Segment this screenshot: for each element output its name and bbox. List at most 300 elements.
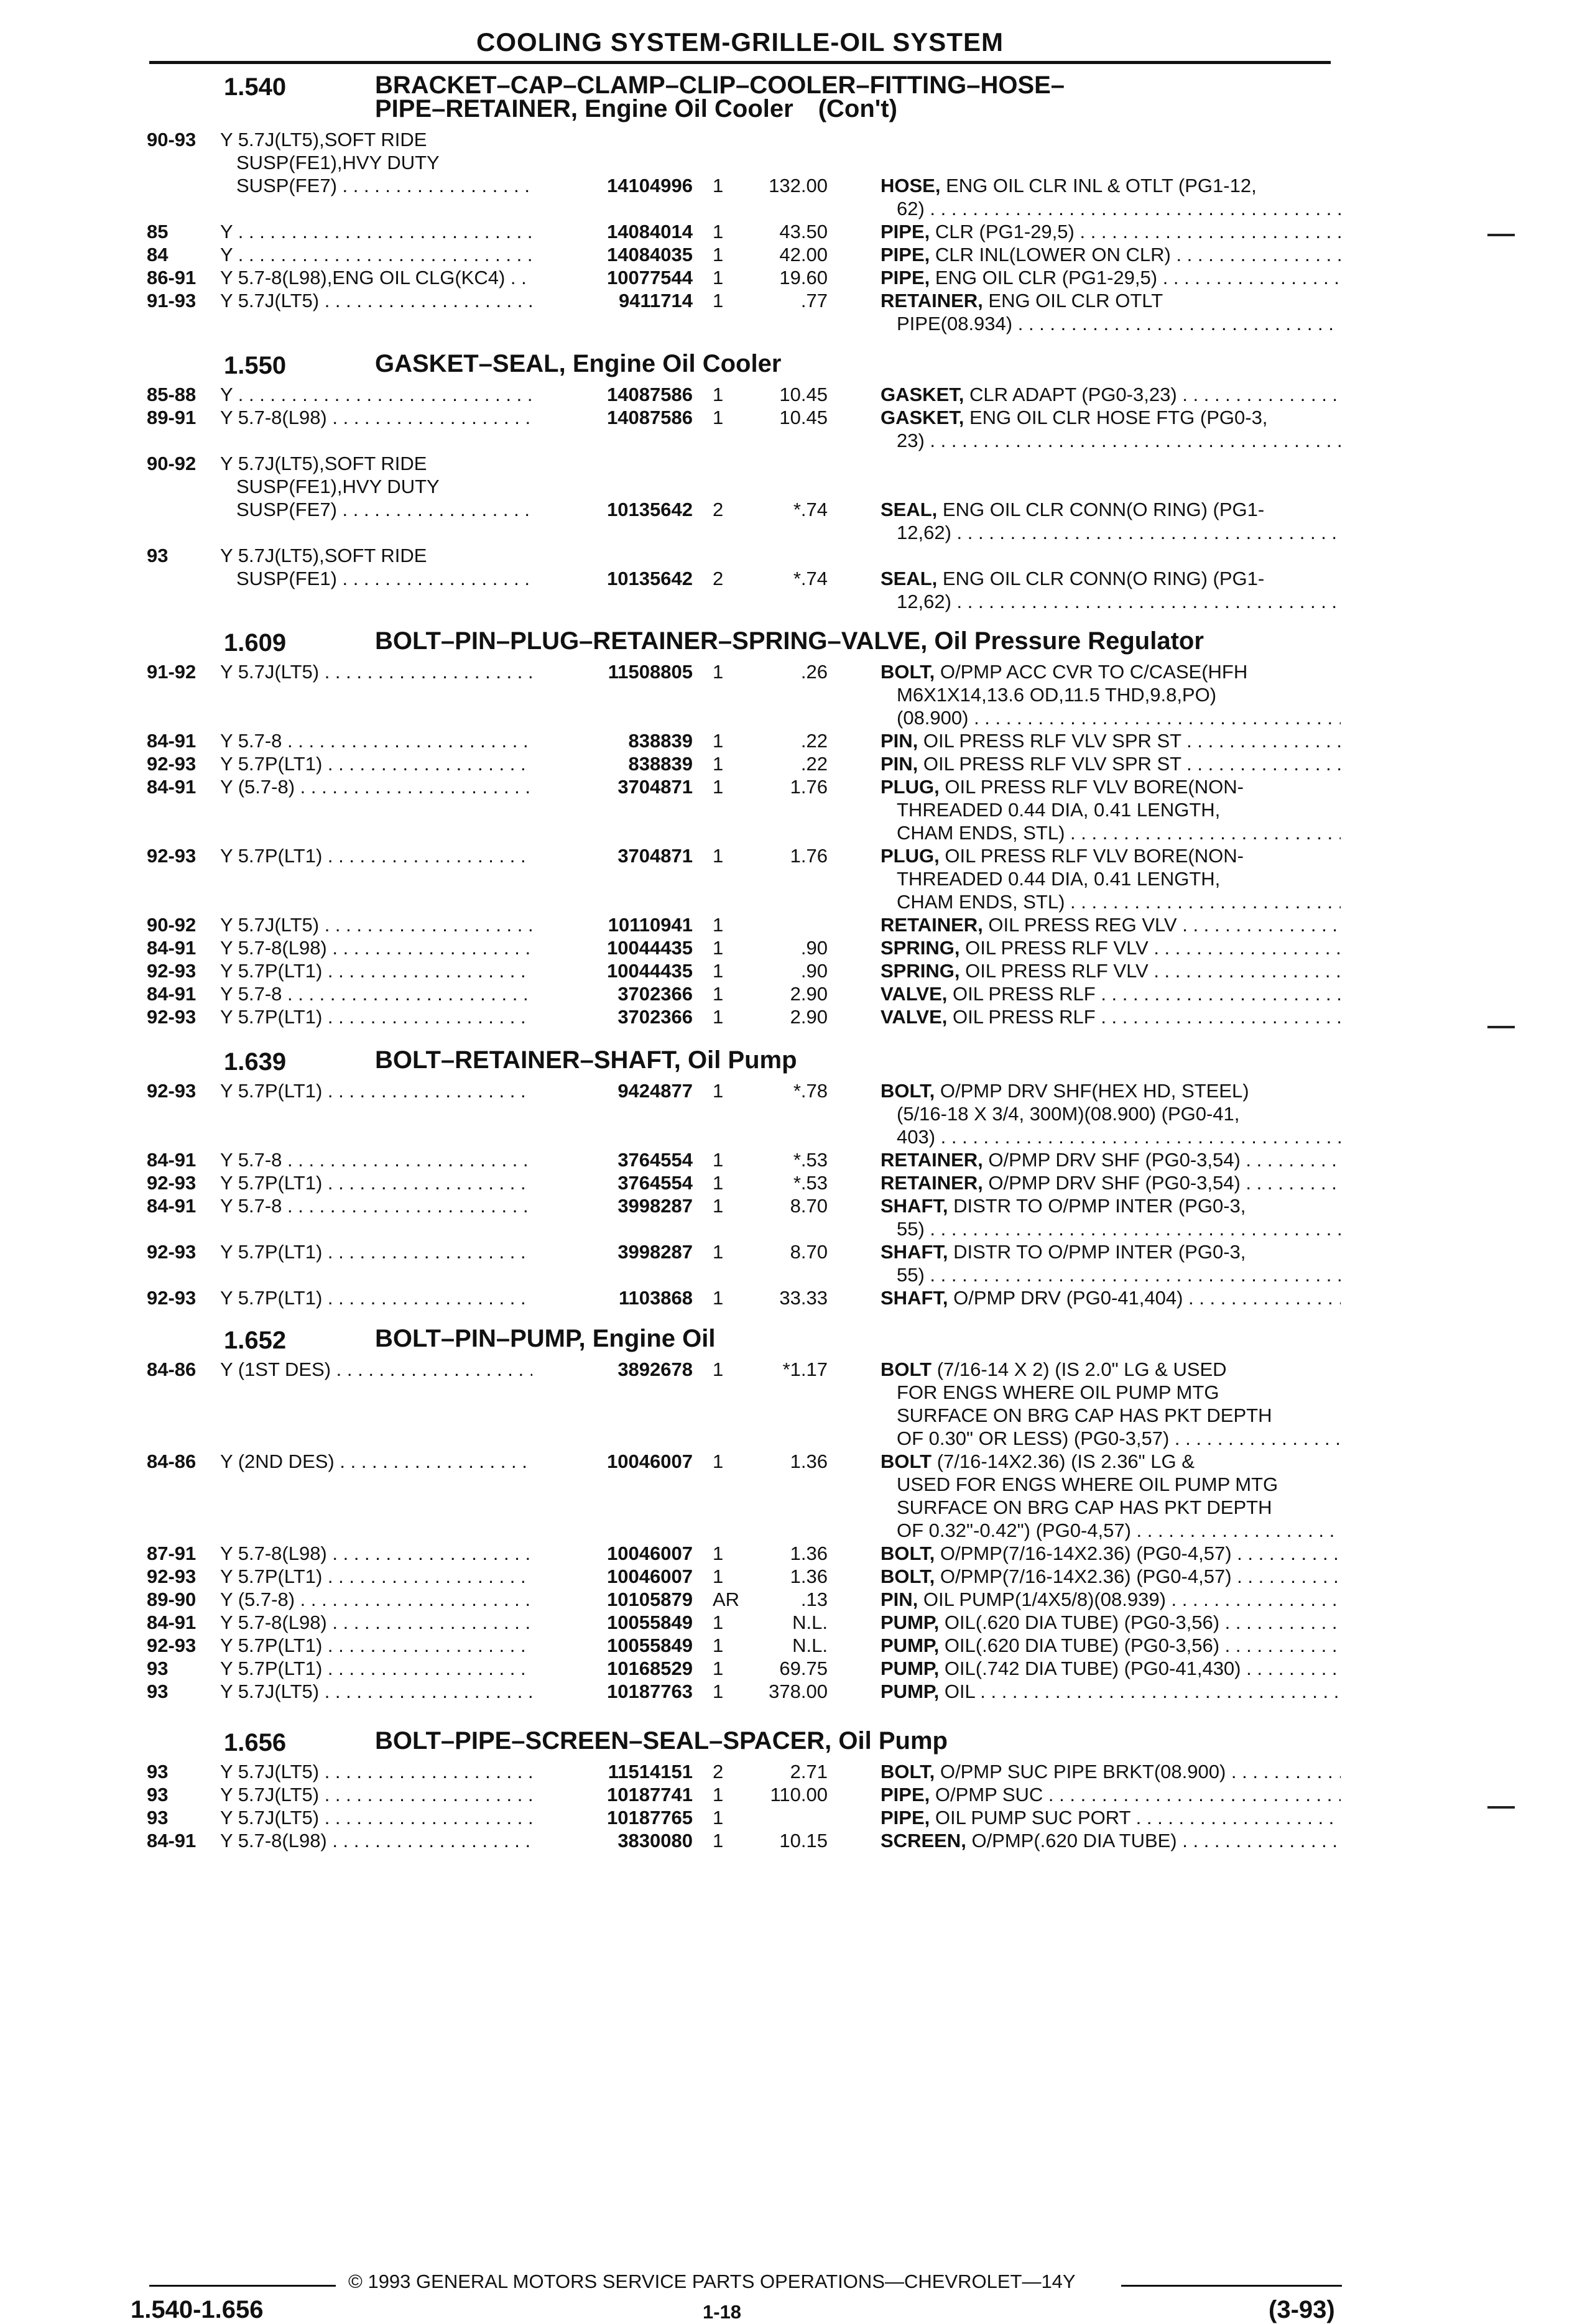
description-line [881, 1634, 1341, 1657]
section-number: 1.652 [224, 1327, 287, 1354]
quantity: 1 [713, 1006, 724, 1028]
part-row [147, 660, 1341, 729]
description-text: DISTR TO O/PMP INTER (PG0-3, [953, 1195, 1246, 1217]
description-line [881, 1783, 1341, 1806]
model-years: 84-91 [147, 1612, 196, 1633]
model-line: Y 5.7P(LT1) . . . [220, 844, 618, 867]
quantity: 1 [713, 1241, 724, 1263]
quantity: 1 [713, 267, 724, 288]
description-line [881, 1194, 1341, 1217]
description-keyword: PIPE, [881, 221, 930, 242]
description-line [881, 1680, 1341, 1703]
page-title: COOLING SYSTEM-GRILLE-OIL SYSTEM [476, 27, 1004, 57]
model-line: Y . . . [220, 220, 618, 243]
model-years: 84-91 [147, 1149, 196, 1171]
description-line [881, 798, 1341, 821]
description-line [881, 1263, 1341, 1286]
section-title-text: GASKET–SEAL, Engine Oil Cooler [375, 350, 782, 377]
description-text: ENG OIL CLR HOSE FTG (PG0-3, [969, 407, 1268, 428]
parts-rows [147, 1079, 1341, 1309]
part-number: 10187763 [532, 1680, 693, 1703]
model-line: SUSP(FE7) . . . [220, 498, 618, 521]
model-line: Y 5.7P(LT1) . . . [220, 1657, 618, 1680]
part-description [881, 498, 1341, 544]
model-line: SUSP(FE1) . . . [220, 567, 618, 590]
model-years: 92-93 [147, 1080, 196, 1102]
part-row [147, 1542, 1341, 1565]
model-line: Y 5.7J(LT5) . . . [220, 289, 618, 312]
model-line: Y 5.7J(LT5) . . . [220, 1680, 618, 1703]
part-description [881, 1358, 1341, 1450]
description-text: O/PMP SUC [935, 1784, 1043, 1805]
part-description [881, 1588, 1341, 1611]
part-description [881, 383, 1341, 406]
part-row [147, 1760, 1341, 1783]
model-years: 84-91 [147, 1830, 196, 1851]
section-title [375, 73, 1065, 121]
quantity: 1 [713, 1635, 724, 1656]
model-line: Y 5.7-8(L98) . . . [220, 406, 618, 429]
description-keyword: PIPE, [881, 1807, 930, 1828]
description-line [881, 429, 1341, 452]
description-keyword: SHAFT, [881, 1195, 948, 1217]
description-text: O/PMP DRV SHF (PG0-3,54) [988, 1172, 1241, 1194]
unit-price: 19.60 [779, 267, 828, 288]
model-years: 84-91 [147, 1195, 196, 1217]
quantity: 1 [713, 753, 724, 775]
margin-mark [1487, 1806, 1515, 1809]
model-line: Y 5.7J(LT5),SOFT RIDE [220, 545, 427, 566]
part-row [147, 1565, 1341, 1588]
description-text: THREADED 0.44 DIA, 0.41 LENGTH, [897, 868, 1221, 890]
part-number: 10046007 [532, 1542, 693, 1565]
part-row [147, 1829, 1341, 1852]
parts-rows [147, 383, 1341, 613]
part-row [147, 289, 1341, 335]
description-text: O/PMP(7/16-14X2.36) (PG0-4,57) [940, 1542, 1232, 1564]
description-text: CLR INL(LOWER ON CLR) [935, 244, 1171, 265]
section-title-text: BOLT–PIPE–SCREEN–SEAL–SPACER, Oil Pump [375, 1727, 948, 1755]
description-line [881, 289, 1341, 312]
model-line: Y 5.7-8(L98) . . . [220, 1542, 618, 1565]
quantity: 1 [713, 1358, 724, 1380]
description-text: 23) [897, 430, 925, 451]
unit-price: 378.00 [769, 1681, 828, 1702]
quantity: 1 [713, 1830, 724, 1851]
part-row [147, 220, 1341, 243]
part-row [147, 959, 1341, 982]
part-row [147, 1005, 1341, 1028]
part-number: 10135642 [532, 498, 693, 521]
quantity: 1 [713, 1195, 724, 1217]
model-years: 90-92 [147, 914, 196, 936]
quantity: 1 [713, 1080, 724, 1102]
model-years: 92-93 [147, 960, 196, 982]
description-line [881, 660, 1341, 683]
description-keyword: PLUG, [881, 776, 940, 798]
description-keyword: HOSE, [881, 175, 941, 196]
unit-price: 110.00 [770, 1784, 828, 1805]
description-line [881, 982, 1341, 1005]
unit-price: 1.36 [790, 1542, 828, 1564]
model-line: Y (1ST DES) . . . [220, 1358, 618, 1381]
part-description [881, 1829, 1341, 1852]
section-number: 1.639 [224, 1048, 287, 1076]
description-text: OIL [944, 1681, 975, 1702]
unit-price: .22 [800, 753, 828, 775]
part-row [147, 1588, 1341, 1611]
description-text: ENG OIL CLR (PG1-29,5) [935, 267, 1158, 288]
footer-copyright: © 1993 GENERAL MOTORS SERVICE PARTS OPERATIONS—CHEVROLET—14Y [348, 2271, 1076, 2292]
description-keyword: SHAFT, [881, 1287, 948, 1309]
unit-price: *.53 [793, 1149, 828, 1171]
description-keyword: SCREEN, [881, 1830, 966, 1851]
quantity: 1 [713, 290, 724, 311]
description-keyword: SPRING, [881, 960, 960, 982]
catalog-section [147, 1048, 1341, 1309]
description-line [881, 1450, 1341, 1473]
description-line [881, 1760, 1341, 1783]
unit-price: 2.90 [790, 983, 828, 1005]
description-line [881, 1148, 1341, 1171]
parts-rows [147, 128, 1341, 335]
description-text: O/PMP DRV SHF (PG0-3,54) [988, 1149, 1241, 1171]
unit-price: .13 [800, 1589, 828, 1610]
description-line [881, 406, 1341, 429]
description-keyword: PIPE, [881, 267, 930, 288]
part-description [881, 1680, 1341, 1703]
part-description [881, 1542, 1341, 1565]
part-description [881, 1760, 1341, 1783]
description-keyword: VALVE, [881, 983, 948, 1005]
model-years: 93 [147, 1807, 169, 1828]
model-years: 93 [147, 1681, 169, 1702]
catalog-section [147, 1729, 1341, 1852]
part-description [881, 1079, 1341, 1148]
unit-price: 2.90 [790, 1006, 828, 1028]
description-text: 403) [897, 1126, 936, 1148]
part-row [147, 844, 1341, 913]
part-row [147, 1286, 1341, 1309]
parts-rows [147, 660, 1341, 1028]
description-text: 62) [897, 198, 925, 219]
part-number: 14084014 [532, 220, 693, 243]
unit-price: 1.76 [790, 845, 828, 867]
description-keyword: BOLT, [881, 1080, 935, 1102]
part-row [147, 1611, 1341, 1634]
model-years: 90-92 [147, 453, 196, 474]
description-text: FOR ENGS WHERE OIL PUMP MTG [897, 1381, 1219, 1403]
model-years: 86-91 [147, 267, 196, 288]
part-number: 3998287 [532, 1240, 693, 1263]
description-text: OIL PRESS RLF [953, 1006, 1096, 1028]
part-number: 3704871 [532, 844, 693, 867]
part-number: 10044435 [532, 936, 693, 959]
part-row [147, 982, 1341, 1005]
quantity: 1 [713, 407, 724, 428]
model-line: Y 5.7J(LT5),SOFT RIDE [220, 453, 427, 474]
model-years: 84-91 [147, 983, 196, 1005]
part-number: 3702366 [532, 1005, 693, 1028]
catalog-section [147, 629, 1341, 1028]
description-text: OIL PRESS RLF VLV SPR ST [923, 730, 1181, 752]
description-keyword: BOLT, [881, 661, 935, 683]
description-text: ENG OIL CLR CONN(O RING) (PG1- [942, 499, 1265, 520]
section-number: 1.609 [224, 629, 287, 657]
description-keyword: PIPE, [881, 1784, 930, 1805]
description-text: O/PMP DRV SHF(HEX HD, STEEL) [940, 1080, 1249, 1102]
model-years: 92-93 [147, 1172, 196, 1194]
unit-price: 33.33 [779, 1287, 828, 1309]
section-heading [147, 1729, 1341, 1754]
unit-price: *.53 [793, 1172, 828, 1194]
part-number: 3764554 [532, 1148, 693, 1171]
part-number: 10187741 [532, 1783, 693, 1806]
description-keyword: SHAFT, [881, 1241, 948, 1263]
part-number: 10105879 [532, 1588, 693, 1611]
description-line [881, 1829, 1341, 1852]
description-keyword: SPRING, [881, 937, 960, 959]
quantity: 2 [713, 568, 724, 589]
model-years: 92-93 [147, 753, 196, 775]
part-number: 1103868 [532, 1286, 693, 1309]
part-row [147, 128, 1341, 220]
description-text: 55) [897, 1218, 925, 1240]
part-description [881, 266, 1341, 289]
section-title [375, 1048, 797, 1072]
description-keyword: BOLT [881, 1358, 932, 1380]
part-number: 14104996 [532, 174, 693, 197]
part-description [881, 1657, 1341, 1680]
unit-price: *.74 [793, 499, 828, 520]
description-line [881, 752, 1341, 775]
description-line [881, 590, 1341, 613]
description-line [881, 383, 1341, 406]
description-text: CLR ADAPT (PG0-3,23) [969, 384, 1177, 405]
section-title-text: BOLT–RETAINER–SHAFT, Oil Pump [375, 1046, 797, 1074]
model-years: 84-91 [147, 937, 196, 959]
part-row [147, 1657, 1341, 1680]
model-line: Y 5.7P(LT1) . . . [220, 1634, 618, 1657]
model-line: Y 5.7P(LT1) . . . [220, 1171, 618, 1194]
description-line [881, 844, 1341, 867]
quantity: 1 [713, 244, 724, 265]
unit-price: .77 [800, 290, 828, 311]
description-text: ENG OIL CLR CONN(O RING) (PG1- [942, 568, 1265, 589]
description-text: OIL PRESS RLF VLV SPR ST [923, 753, 1181, 775]
catalog-section [147, 352, 1341, 613]
section-heading [147, 352, 1341, 377]
quantity: 1 [713, 1612, 724, 1633]
part-description [881, 406, 1341, 452]
quantity: 1 [713, 937, 724, 959]
description-text: O/PMP(.620 DIA TUBE) [971, 1830, 1177, 1851]
unit-price: 43.50 [779, 221, 828, 242]
model-line: Y 5.7-8(L98) . . . [220, 936, 618, 959]
model-years: 85 [147, 221, 169, 242]
part-number: 10187765 [532, 1806, 693, 1829]
part-row [147, 1079, 1341, 1148]
part-number: 3764554 [532, 1171, 693, 1194]
unit-price: *.78 [793, 1080, 828, 1102]
quantity: 1 [713, 1681, 724, 1702]
part-description [881, 844, 1341, 913]
description-line [881, 197, 1341, 220]
model-years: 92-93 [147, 1006, 196, 1028]
part-number: 10044435 [532, 959, 693, 982]
model-line: Y 5.7P(LT1) . . . [220, 959, 618, 982]
description-line [881, 266, 1341, 289]
quantity: 1 [713, 1542, 724, 1564]
description-text: (7/16-14 X 2) (IS 2.0" LG & USED [936, 1358, 1227, 1380]
quantity: 1 [713, 175, 724, 196]
model-line: Y 5.7J(LT5) . . . [220, 1806, 618, 1829]
description-text: OIL PRESS RLF VLV [965, 960, 1149, 982]
part-row [147, 752, 1341, 775]
model-line: Y 5.7-8 . . . [220, 982, 618, 1005]
part-description [881, 567, 1341, 613]
part-row [147, 406, 1341, 452]
model-line: Y 5.7-8 . . . [220, 1194, 618, 1217]
part-description [881, 220, 1341, 243]
description-keyword: PUMP, [881, 1635, 940, 1656]
quantity: AR [713, 1589, 740, 1610]
section-title-text: BOLT–PIN–PUMP, Engine Oil [375, 1325, 716, 1352]
model-line: Y 5.7-8(L98),ENG OIL CLG(KC4) . . . [220, 266, 618, 289]
part-description [881, 174, 1341, 220]
model-line: Y 5.7P(LT1) . . . [220, 1565, 618, 1588]
model-line: Y 5.7J(LT5) . . . [220, 660, 618, 683]
section-title-text: BOLT–PIN–PLUG–RETAINER–SPRING–VALVE, Oil Pressure Regulator [375, 627, 1204, 655]
description-line [881, 243, 1341, 266]
description-keyword: PUMP, [881, 1658, 940, 1679]
quantity: 1 [713, 960, 724, 982]
model-years: 85-88 [147, 384, 196, 405]
section-title [375, 1729, 948, 1753]
part-row [147, 1450, 1341, 1542]
model-years: 92-93 [147, 1565, 196, 1587]
section-title-text: BRACKET–CAP–CLAMP–CLIP–COOLER–FITTING–HOSE– PIPE–RETAINER, Engine Oil Cooler [375, 71, 1065, 122]
part-row [147, 266, 1341, 289]
description-line [881, 1079, 1341, 1102]
quantity: 1 [713, 1784, 724, 1805]
description-text: CLR (PG1-29,5) [935, 221, 1075, 242]
model-line: SUSP(FE1),HVY DUTY [236, 476, 440, 497]
quantity: 1 [713, 1149, 724, 1171]
model-years: 84-91 [147, 730, 196, 752]
part-row [147, 243, 1341, 266]
unit-price: .90 [800, 937, 828, 959]
description-keyword: SEAL, [881, 568, 938, 589]
quantity: 1 [713, 1450, 724, 1472]
quantity: 1 [713, 730, 724, 752]
part-description [881, 729, 1341, 752]
description-line [881, 1005, 1341, 1028]
description-text: PIPE(08.934) [897, 313, 1013, 334]
unit-price: .22 [800, 730, 828, 752]
model-line: Y . . . [220, 243, 618, 266]
model-line: Y 5.7P(LT1) . . . [220, 1286, 618, 1309]
description-text: THREADED 0.44 DIA, 0.41 LENGTH, [897, 799, 1221, 821]
model-line: SUSP(FE1),HVY DUTY [236, 152, 440, 173]
part-description [881, 1240, 1341, 1286]
description-line [881, 1806, 1341, 1829]
unit-price: *.74 [793, 568, 828, 589]
description-line [881, 706, 1341, 729]
part-number: 14087586 [532, 406, 693, 429]
part-description [881, 1286, 1341, 1309]
part-row [147, 1806, 1341, 1829]
part-row [147, 729, 1341, 752]
quantity: 1 [713, 221, 724, 242]
unit-price: 8.70 [790, 1195, 828, 1217]
part-description [881, 1194, 1341, 1240]
model-years: 93 [147, 1761, 169, 1782]
description-line [881, 1358, 1341, 1381]
part-description [881, 1634, 1341, 1657]
description-keyword: RETAINER, [881, 914, 983, 936]
description-line [881, 1611, 1341, 1634]
part-number: 3998287 [532, 1194, 693, 1217]
description-line [881, 1404, 1341, 1427]
section-number: 1.550 [224, 352, 287, 379]
description-line [881, 959, 1341, 982]
part-number: 10077544 [532, 266, 693, 289]
unit-price: .26 [800, 661, 828, 683]
section-title [375, 352, 781, 376]
quantity: 1 [713, 1287, 724, 1309]
quantity: 1 [713, 845, 724, 867]
unit-price: 2.71 [790, 1761, 828, 1782]
part-number: 838839 [532, 729, 693, 752]
part-description [881, 982, 1341, 1005]
description-text: 12,62) [897, 591, 951, 612]
model-line: SUSP(FE7) . . . [220, 174, 618, 197]
description-line [881, 1381, 1341, 1404]
part-number: 9411714 [532, 289, 693, 312]
part-number: 9424877 [532, 1079, 693, 1102]
footer-rule-left [149, 2285, 336, 2287]
model-years: 93 [147, 1784, 169, 1805]
description-text: OIL(.620 DIA TUBE) (PG0-3,56) [944, 1612, 1220, 1633]
model-line: Y 5.7J(LT5) . . . [220, 1760, 618, 1783]
part-row [147, 452, 1341, 544]
model-years: 92-93 [147, 1287, 196, 1309]
model-years: 92-93 [147, 845, 196, 867]
footer-section-range: 1.540-1.656 [131, 2296, 264, 2323]
model-years: 92-93 [147, 1241, 196, 1263]
model-years: 93 [147, 545, 169, 566]
description-text: ENG OIL CLR OTLT [988, 290, 1163, 311]
part-row [147, 1171, 1341, 1194]
section-continued: (Con't) [818, 95, 897, 122]
description-line [881, 867, 1341, 890]
description-text: OIL PUMP SUC PORT [935, 1807, 1130, 1828]
part-description [881, 752, 1341, 775]
section-heading [147, 73, 1341, 122]
section-heading [147, 1327, 1341, 1352]
model-line: Y 5.7P(LT1) . . . [220, 752, 618, 775]
description-text: OF 0.32"-0.42") (PG0-4,57) [897, 1519, 1131, 1541]
catalog-section [147, 1327, 1341, 1703]
unit-price: *1.17 [782, 1358, 828, 1380]
part-description [881, 1148, 1341, 1171]
part-row [147, 1783, 1341, 1806]
quantity: 1 [713, 983, 724, 1005]
unit-price: N.L. [792, 1612, 828, 1633]
description-line [881, 913, 1341, 936]
part-row [147, 1358, 1341, 1450]
